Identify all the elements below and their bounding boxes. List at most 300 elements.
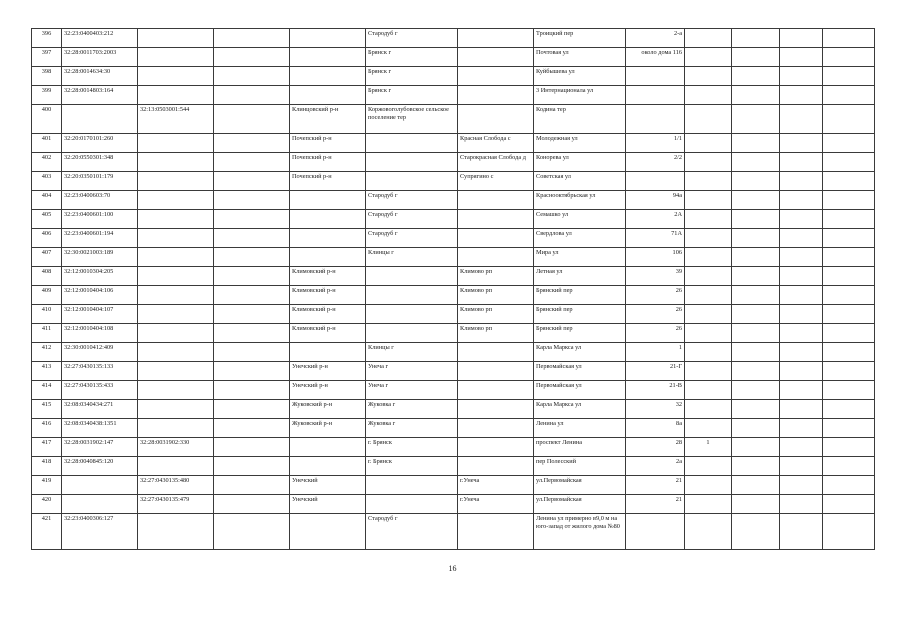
city-cell: Стародуб г (366, 191, 458, 210)
page-number: 16 (448, 564, 457, 573)
row-number: 408 (32, 267, 62, 286)
table-row (32, 419, 875, 438)
extra-cell (685, 191, 732, 210)
empty-cell (823, 172, 875, 191)
empty-cell (214, 105, 290, 134)
city-cell: Брянск г (366, 67, 458, 86)
table-row (32, 134, 875, 153)
row-number: 404 (32, 191, 62, 210)
district-cell: Унечский р-н (290, 381, 366, 400)
street-cell: Летная ул (534, 267, 626, 286)
house-number-cell: 28 (626, 438, 685, 457)
house-number-cell: 26 (626, 286, 685, 305)
house-number-cell: 94а (626, 191, 685, 210)
empty-cell (780, 229, 823, 248)
related-cadastral-number: 32:27:0430135:480 (138, 476, 214, 495)
settlement-cell (458, 105, 534, 134)
settlement-cell (458, 514, 534, 550)
empty-cell (823, 134, 875, 153)
cadastral-number: 32:08:0340434:271 (62, 400, 138, 419)
settlement-cell (458, 362, 534, 381)
empty-cell (732, 476, 780, 495)
district-cell: Жуковский р-н (290, 419, 366, 438)
empty-cell (780, 419, 823, 438)
empty-cell (823, 67, 875, 86)
row-number: 401 (32, 134, 62, 153)
cadastral-number: 32:30:0021003:189 (62, 248, 138, 267)
empty-cell (214, 134, 290, 153)
empty-cell (214, 343, 290, 362)
table-row (32, 286, 875, 305)
empty-cell (214, 381, 290, 400)
related-cadastral-number (138, 457, 214, 476)
empty-cell (732, 29, 780, 48)
related-cadastral-number (138, 419, 214, 438)
empty-cell (823, 457, 875, 476)
empty-cell (214, 324, 290, 343)
row-number: 415 (32, 400, 62, 419)
cadastral-number: 32:30:0010412:409 (62, 343, 138, 362)
empty-cell (780, 29, 823, 48)
empty-cell (732, 210, 780, 229)
city-cell: г. Брянск (366, 457, 458, 476)
empty-cell (214, 514, 290, 550)
district-cell: Клинцовский р-н (290, 105, 366, 134)
city-cell (366, 153, 458, 172)
empty-cell (780, 67, 823, 86)
settlement-cell: Красная Слобода с (458, 134, 534, 153)
row-number: 421 (32, 514, 62, 550)
extra-cell (685, 134, 732, 153)
cadastral-number: 32:23:0400601:194 (62, 229, 138, 248)
house-number-cell: 1 (626, 343, 685, 362)
settlement-cell: Климово рп (458, 324, 534, 343)
city-cell (366, 172, 458, 191)
empty-cell (214, 438, 290, 457)
empty-cell (732, 381, 780, 400)
table-row (32, 191, 875, 210)
settlement-cell (458, 210, 534, 229)
street-cell: ул.Первомайская (534, 495, 626, 514)
cadastral-number: 32:20:0550301:348 (62, 153, 138, 172)
empty-cell (214, 305, 290, 324)
empty-cell (214, 153, 290, 172)
street-cell: Брянский пер (534, 324, 626, 343)
settlement-cell (458, 48, 534, 67)
empty-cell (732, 86, 780, 105)
district-cell (290, 343, 366, 362)
related-cadastral-number (138, 286, 214, 305)
empty-cell (732, 267, 780, 286)
row-number: 420 (32, 495, 62, 514)
city-cell: Жуковка г (366, 419, 458, 438)
empty-cell (214, 457, 290, 476)
empty-cell (780, 286, 823, 305)
empty-cell (823, 324, 875, 343)
house-number-cell: 21 (626, 495, 685, 514)
table-row (32, 86, 875, 105)
table-row (32, 153, 875, 172)
empty-cell (780, 191, 823, 210)
empty-cell (214, 248, 290, 267)
related-cadastral-number (138, 86, 214, 105)
empty-cell (214, 400, 290, 419)
cadastral-number: 32:23:0400601:100 (62, 210, 138, 229)
house-number-cell: 39 (626, 267, 685, 286)
empty-cell (214, 495, 290, 514)
cadastral-number: 32:28:0014803:164 (62, 86, 138, 105)
row-number: 412 (32, 343, 62, 362)
related-cadastral-number: 32:28:0031902:330 (138, 438, 214, 457)
table-row (32, 362, 875, 381)
house-number-cell (626, 67, 685, 86)
cadastral-number: 32:12:0010304:205 (62, 267, 138, 286)
row-number: 396 (32, 29, 62, 48)
related-cadastral-number (138, 191, 214, 210)
extra-cell (685, 476, 732, 495)
related-cadastral-number: 32:13:0503001:544 (138, 105, 214, 134)
settlement-cell (458, 29, 534, 48)
city-cell: Жуковка г (366, 400, 458, 419)
extra-cell (685, 400, 732, 419)
extra-cell (685, 457, 732, 476)
table-row (32, 48, 875, 67)
empty-cell (780, 248, 823, 267)
cadastral-number: 32:20:0350101:179 (62, 172, 138, 191)
district-cell (290, 438, 366, 457)
district-cell (290, 48, 366, 67)
cadastral-number: 32:12:0010404:106 (62, 286, 138, 305)
related-cadastral-number (138, 343, 214, 362)
street-cell: Троицкий пер (534, 29, 626, 48)
empty-cell (780, 210, 823, 229)
empty-cell (214, 67, 290, 86)
empty-cell (823, 400, 875, 419)
related-cadastral-number (138, 153, 214, 172)
empty-cell (823, 86, 875, 105)
row-number: 397 (32, 48, 62, 67)
settlement-cell (458, 438, 534, 457)
city-cell (366, 476, 458, 495)
district-cell: Унечский (290, 495, 366, 514)
empty-cell (823, 514, 875, 550)
empty-cell (732, 248, 780, 267)
row-number: 402 (32, 153, 62, 172)
extra-cell (685, 86, 732, 105)
empty-cell (823, 153, 875, 172)
empty-cell (780, 381, 823, 400)
empty-cell (214, 476, 290, 495)
empty-cell (780, 514, 823, 550)
empty-cell (780, 495, 823, 514)
extra-cell (685, 343, 732, 362)
city-cell: Клинцы г (366, 248, 458, 267)
row-number: 398 (32, 67, 62, 86)
empty-cell (823, 229, 875, 248)
table-body (32, 29, 875, 550)
cadastral-number: 32:20:0170101:260 (62, 134, 138, 153)
related-cadastral-number (138, 267, 214, 286)
empty-cell (732, 48, 780, 67)
empty-cell (732, 457, 780, 476)
house-number-cell: 32 (626, 400, 685, 419)
empty-cell (214, 172, 290, 191)
settlement-cell (458, 191, 534, 210)
empty-cell (780, 267, 823, 286)
extra-cell (685, 514, 732, 550)
empty-cell (732, 105, 780, 134)
street-cell: пер Полесский (534, 457, 626, 476)
street-cell: Мира ул (534, 248, 626, 267)
extra-cell (685, 286, 732, 305)
empty-cell (780, 153, 823, 172)
table-row (32, 305, 875, 324)
district-cell: Климовский р-н (290, 324, 366, 343)
city-cell (366, 286, 458, 305)
empty-cell (823, 495, 875, 514)
empty-cell (823, 343, 875, 362)
extra-cell (685, 210, 732, 229)
empty-cell (780, 438, 823, 457)
district-cell: Климовский р-н (290, 267, 366, 286)
row-number: 400 (32, 105, 62, 134)
related-cadastral-number (138, 210, 214, 229)
extra-cell (685, 305, 732, 324)
empty-cell (732, 67, 780, 86)
city-cell: Унеча г (366, 381, 458, 400)
cadastral-number: 32:12:0010404:107 (62, 305, 138, 324)
house-number-cell: 2-а (626, 29, 685, 48)
related-cadastral-number (138, 134, 214, 153)
empty-cell (780, 134, 823, 153)
empty-cell (823, 438, 875, 457)
settlement-cell (458, 248, 534, 267)
related-cadastral-number (138, 29, 214, 48)
district-cell (290, 67, 366, 86)
empty-cell (823, 286, 875, 305)
extra-cell (685, 419, 732, 438)
empty-cell (780, 305, 823, 324)
district-cell (290, 514, 366, 550)
row-number: 414 (32, 381, 62, 400)
city-cell (366, 495, 458, 514)
settlement-cell: г.Унеча (458, 495, 534, 514)
cadastral-number: 32:28:0040845:120 (62, 457, 138, 476)
empty-cell (214, 286, 290, 305)
related-cadastral-number (138, 381, 214, 400)
empty-cell (823, 305, 875, 324)
empty-cell (732, 343, 780, 362)
street-cell: Свердлова ул (534, 229, 626, 248)
empty-cell (780, 457, 823, 476)
table-row (32, 210, 875, 229)
row-number: 417 (32, 438, 62, 457)
row-number: 419 (32, 476, 62, 495)
related-cadastral-number (138, 67, 214, 86)
empty-cell (214, 29, 290, 48)
related-cadastral-number (138, 229, 214, 248)
city-cell (366, 267, 458, 286)
cadastral-number: 32:23:0400306:127 (62, 514, 138, 550)
district-cell: Климовский р-н (290, 286, 366, 305)
house-number-cell: 2/2 (626, 153, 685, 172)
house-number-cell: 2а (626, 457, 685, 476)
city-cell (366, 134, 458, 153)
settlement-cell (458, 229, 534, 248)
extra-cell (685, 267, 732, 286)
extra-cell: 1 (685, 438, 732, 457)
related-cadastral-number (138, 48, 214, 67)
street-cell: Конорева ул (534, 153, 626, 172)
city-cell: Стародуб г (366, 514, 458, 550)
empty-cell (214, 267, 290, 286)
table-row (32, 267, 875, 286)
related-cadastral-number (138, 172, 214, 191)
street-cell: Семашко ул (534, 210, 626, 229)
street-cell: Молодежная ул (534, 134, 626, 153)
table-row (32, 248, 875, 267)
cadastral-number: 32:23:0400603:70 (62, 191, 138, 210)
table-row (32, 67, 875, 86)
empty-cell (214, 86, 290, 105)
empty-cell (780, 86, 823, 105)
table-row (32, 229, 875, 248)
cadastral-number (62, 495, 138, 514)
table-row (32, 172, 875, 191)
district-cell (290, 29, 366, 48)
extra-cell (685, 105, 732, 134)
empty-cell (732, 286, 780, 305)
street-cell: Кодина тер (534, 105, 626, 134)
district-cell: Жуковский р-н (290, 400, 366, 419)
empty-cell (780, 476, 823, 495)
cadastral-number: 32:08:0340438:1351 (62, 419, 138, 438)
district-cell (290, 457, 366, 476)
related-cadastral-number (138, 400, 214, 419)
street-cell: Ленина ул (534, 419, 626, 438)
related-cadastral-number: 32:27:0430135:479 (138, 495, 214, 514)
cadastral-number (62, 476, 138, 495)
empty-cell (780, 343, 823, 362)
district-cell: Почепский р-н (290, 153, 366, 172)
extra-cell (685, 324, 732, 343)
row-number: 406 (32, 229, 62, 248)
row-number: 399 (32, 86, 62, 105)
empty-cell (780, 48, 823, 67)
table-row (32, 381, 875, 400)
empty-cell (780, 324, 823, 343)
street-cell: Ленина ул примерно в9,0 м на юго-запад от жилого дома №80 (534, 514, 626, 550)
empty-cell (823, 362, 875, 381)
empty-cell (732, 362, 780, 381)
district-cell (290, 248, 366, 267)
table-row (32, 457, 875, 476)
empty-cell (823, 210, 875, 229)
street-cell: Карла Маркса ул (534, 400, 626, 419)
table-row (32, 400, 875, 419)
district-cell (290, 229, 366, 248)
settlement-cell (458, 457, 534, 476)
extra-cell (685, 48, 732, 67)
table-row (32, 343, 875, 362)
row-number: 413 (32, 362, 62, 381)
district-cell (290, 191, 366, 210)
empty-cell (823, 48, 875, 67)
empty-cell (732, 324, 780, 343)
settlement-cell (458, 381, 534, 400)
row-number: 416 (32, 419, 62, 438)
house-number-cell (626, 86, 685, 105)
empty-cell (732, 400, 780, 419)
city-cell: Брянск г (366, 86, 458, 105)
street-cell: Первомайская ул (534, 362, 626, 381)
house-number-cell: 26 (626, 324, 685, 343)
house-number-cell (626, 105, 685, 134)
row-number: 405 (32, 210, 62, 229)
empty-cell (823, 191, 875, 210)
street-cell: 3 Интернационала ул (534, 86, 626, 105)
district-cell: Унечский р-н (290, 362, 366, 381)
empty-cell (823, 476, 875, 495)
settlement-cell (458, 419, 534, 438)
city-cell: Коржовоголубовское сельское поселение тер (366, 105, 458, 134)
extra-cell (685, 67, 732, 86)
extra-cell (685, 172, 732, 191)
empty-cell (732, 514, 780, 550)
house-number-cell: около дома 116 (626, 48, 685, 67)
city-cell (366, 305, 458, 324)
settlement-cell: Климово рп (458, 267, 534, 286)
empty-cell (732, 134, 780, 153)
city-cell: Брянск г (366, 48, 458, 67)
house-number-cell (626, 514, 685, 550)
house-number-cell: 106 (626, 248, 685, 267)
empty-cell (823, 29, 875, 48)
empty-cell (732, 305, 780, 324)
district-cell: Унечский (290, 476, 366, 495)
house-number-cell (626, 172, 685, 191)
city-cell: Унеча г (366, 362, 458, 381)
settlement-cell (458, 86, 534, 105)
empty-cell (214, 229, 290, 248)
street-cell: Почтовая ул (534, 48, 626, 67)
house-number-cell: 8а (626, 419, 685, 438)
register-table (31, 28, 875, 550)
extra-cell (685, 495, 732, 514)
city-cell: Стародуб г (366, 210, 458, 229)
street-cell: Карла Маркса ул (534, 343, 626, 362)
cadastral-number: 32:28:0011703:2003 (62, 48, 138, 67)
cadastral-number: 32:27:0430135:133 (62, 362, 138, 381)
empty-cell (732, 153, 780, 172)
empty-cell (823, 419, 875, 438)
related-cadastral-number (138, 248, 214, 267)
street-cell: Брянский пер (534, 286, 626, 305)
row-number: 418 (32, 457, 62, 476)
related-cadastral-number (138, 362, 214, 381)
row-number: 410 (32, 305, 62, 324)
table-row (32, 514, 875, 550)
empty-cell (780, 400, 823, 419)
extra-cell (685, 248, 732, 267)
street-cell: Первомайская ул (534, 381, 626, 400)
settlement-cell: Климово рп (458, 305, 534, 324)
table-row (32, 105, 875, 134)
settlement-cell (458, 343, 534, 362)
empty-cell (823, 248, 875, 267)
settlement-cell (458, 400, 534, 419)
empty-cell (823, 267, 875, 286)
